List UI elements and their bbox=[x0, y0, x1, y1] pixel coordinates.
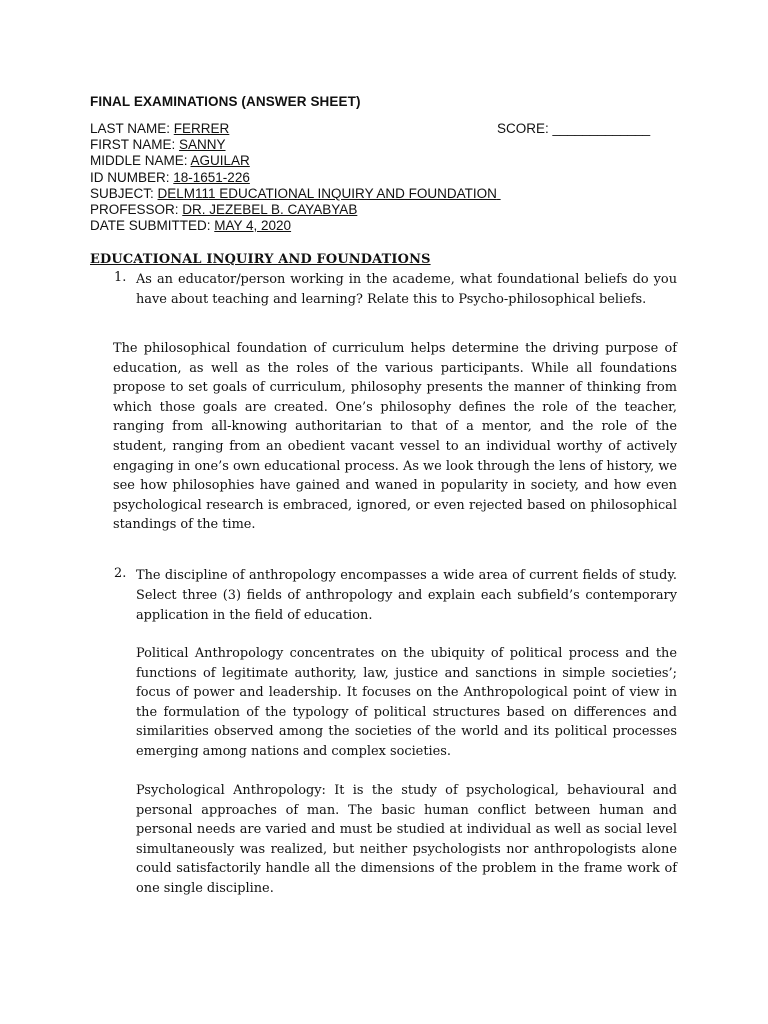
subject-row bbox=[90, 186, 501, 202]
first-name-row bbox=[90, 137, 501, 153]
first-name-label: FIRST NAME: bbox=[90, 137, 180, 153]
first-name-value: SANNY bbox=[179, 137, 226, 153]
score-blank: _____________ bbox=[552, 121, 651, 136]
last-name-row bbox=[90, 121, 501, 137]
id-number-label: ID NUMBER: bbox=[90, 169, 174, 185]
section-title: EDUCATIONAL INQUIRY AND FOUNDATIONS bbox=[90, 252, 431, 267]
date-submitted-value: MAY 4, 2020 bbox=[214, 218, 292, 234]
id-number-value: 18-1651-226 bbox=[173, 169, 250, 185]
date-submitted-label: DATE SUBMITTED: bbox=[90, 218, 215, 234]
score-label: SCORE: bbox=[497, 121, 553, 136]
score-row bbox=[497, 121, 650, 137]
question-text: As an educator/person working in the academe, what foundational beliefs do you have about teaching and learning? Relate this to Psycho-philosophical beliefs. bbox=[136, 272, 677, 307]
question-number: 1. bbox=[114, 270, 127, 285]
last-name-label: LAST NAME: bbox=[90, 121, 174, 136]
professor-value: DR. JEZEBEL B. CAYABYAB bbox=[182, 202, 358, 218]
document-title: FINAL EXAMINATIONS (ANSWER SHEET) bbox=[90, 94, 361, 109]
last-name-value: FERRER bbox=[173, 121, 230, 136]
student-info bbox=[90, 121, 501, 234]
question-number: 2. bbox=[114, 566, 127, 581]
answer-paragraph: Psychological Anthropology: It is the study of psychological, behavioural and personal approaches of man. The basic human conflict between human and personal needs are varied and must be studied at individual as well as social level simultaneously was realized, but neither psychologists nor anthropologists alone could satisfactorily handle all the dimensions of the problem in the frame work of one single discipline. bbox=[136, 783, 677, 896]
subject-value: DELM111 EDUCATIONAL INQUIRY AND FOUNDATION bbox=[157, 185, 497, 201]
professor-row bbox=[90, 202, 501, 218]
answer-paragraph: Political Anthropology concentrates on the ubiquity of political process and the functions of legitimate authority, law, justice and sanctions in simple societies’; focus of power and leadership. It focuses on the Anthropological point of view in the formulation of the typology of political structures based on differences and similarities observed among the societies of the world and its political processes emerging among nations and complex societies. bbox=[136, 646, 677, 759]
middle-name-value: AGUILAR bbox=[190, 153, 250, 169]
id-number-row bbox=[90, 170, 501, 186]
middle-name-label: MIDDLE NAME: bbox=[90, 153, 191, 169]
question-text: The discipline of anthropology encompasses a wide area of current fields of study. Select three (3) fields of anthropology and explain each subfield’s contemporary application in the field of education. bbox=[136, 568, 677, 623]
middle-name-row bbox=[90, 153, 501, 169]
date-submitted-row bbox=[90, 218, 501, 234]
subject-label: SUBJECT: bbox=[90, 185, 158, 201]
professor-label: PROFESSOR: bbox=[90, 202, 183, 218]
answer-paragraph: The philosophical foundation of curriculum helps determine the driving purpose of education, as well as the roles of the various participants. While all foundations propose to set goals of curriculum, philosophy presents the manner of thinking from which those goals are created. One’s philosophy defines the role of the teacher, ranging from all-knowing authoritarian to that of a mentor, and the role of the student, ranging from an obedient vacant vessel to an individual worthy of actively engaging in one’s own educational process. As we look through the lens of history, we see how philosophies have gained and waned in popularity in society, and how even psychological research is embraced, ignored, or even rejected based on philosophical standings of the time. bbox=[113, 341, 677, 533]
